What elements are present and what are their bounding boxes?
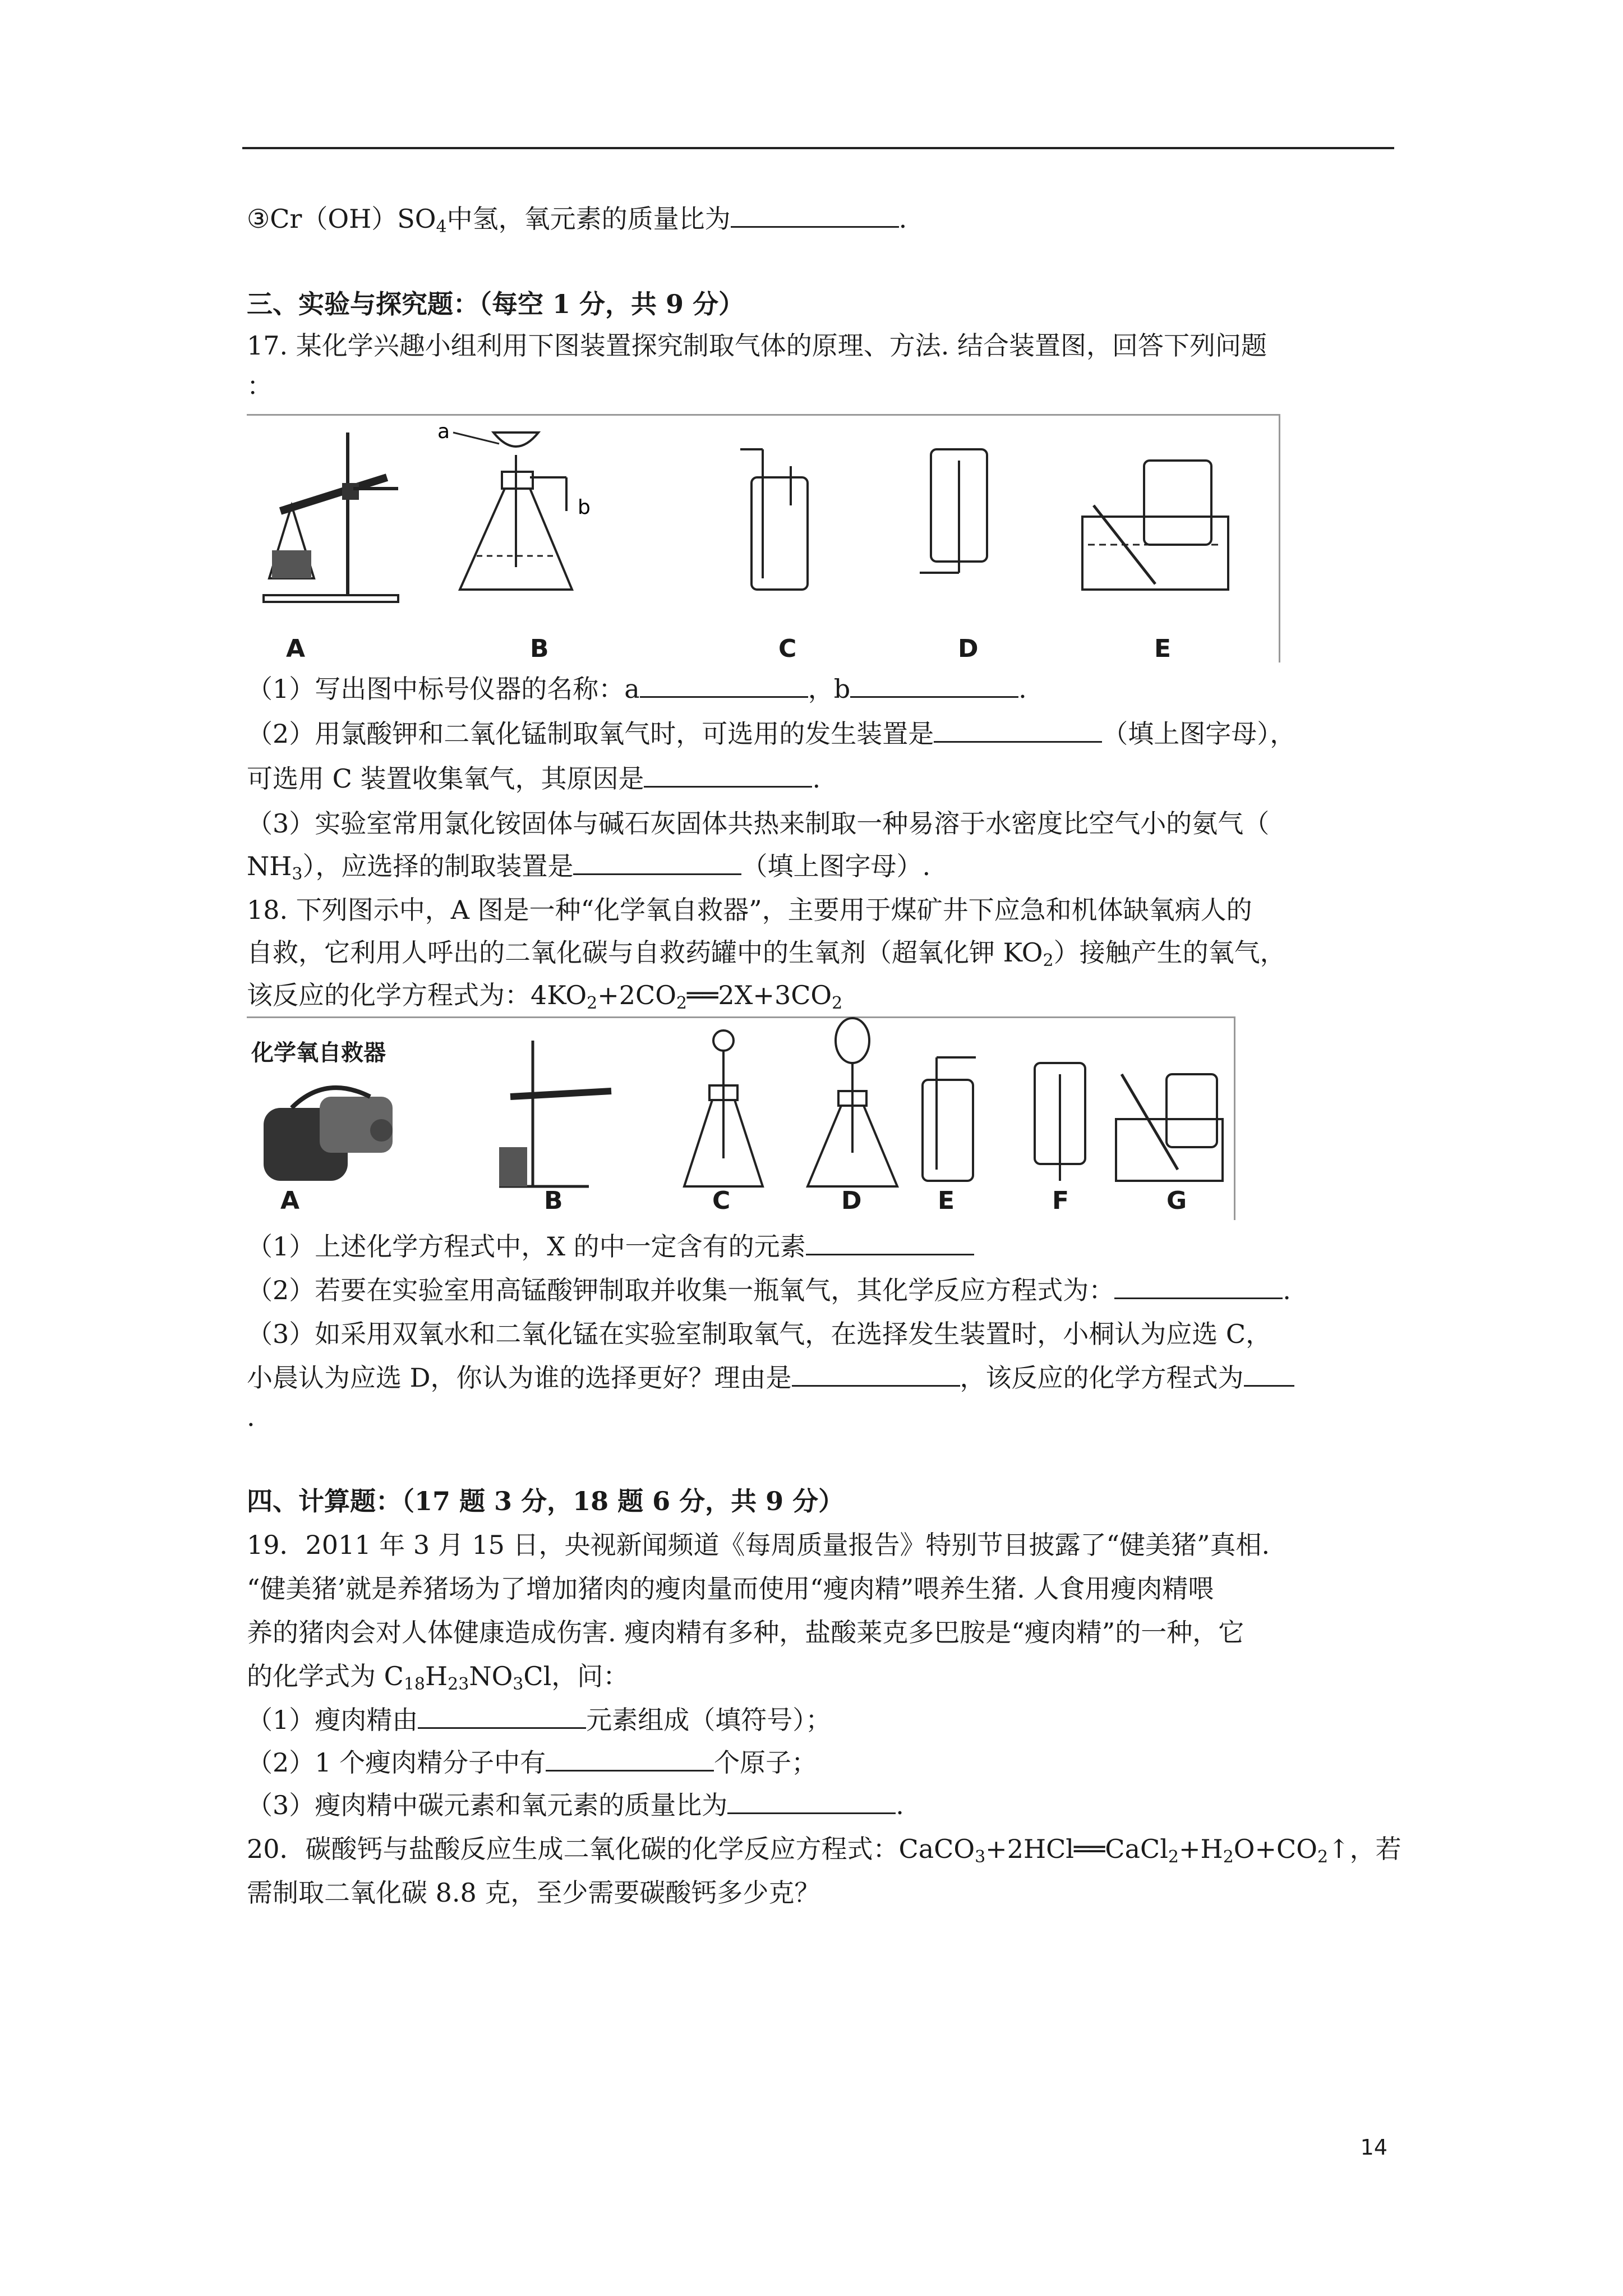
apparatus-c-icon	[673, 1024, 774, 1198]
fig18-label-d: D	[841, 1186, 862, 1215]
section4-title: 四、计算题：（17 题 3 分，18 题 6 分，共 9 分）	[247, 1486, 845, 1516]
apparatus-d-icon	[796, 1018, 909, 1198]
apparatus-d-icon	[920, 438, 998, 595]
fig18-label-c: C	[712, 1186, 731, 1215]
fig18-label-e: E	[938, 1186, 955, 1215]
q17-part1: （1）写出图中标号仪器的名称：a ，b .	[247, 671, 1027, 707]
q19-line4: 的化学式为 $C_{18}H_{23}NO_3Cl$，问：	[247, 1661, 629, 1694]
apparatus-b-icon	[437, 416, 617, 601]
q20-line2: 需制取二氧化碳 8.8 克，至少需要碳酸钙多少克？	[247, 1878, 820, 1908]
apparatus-g-icon	[1110, 1052, 1234, 1198]
q19-part1: （1）瘦肉精由 元素组成（填符号）；	[247, 1702, 831, 1738]
q19-part3: （3）瘦肉精中碳元素和氧元素的质量比为 .	[247, 1787, 904, 1823]
answer-blank[interactable]	[573, 849, 741, 875]
fig18-label-a: A	[280, 1186, 300, 1215]
answer-blank[interactable]	[546, 1745, 714, 1772]
answer-blank[interactable]	[850, 671, 1018, 698]
header-rule	[242, 147, 1394, 149]
answer-blank[interactable]	[418, 1703, 586, 1729]
q19-line3: 养的猪肉会对人体健康造成伤害. 瘦肉精有多种，盐酸莱克多巴胺是“瘦肉精”的一种，它	[247, 1617, 1244, 1648]
fig18-label-f: F	[1052, 1186, 1069, 1215]
answer-blank[interactable]	[806, 1229, 974, 1255]
q20-line1: 20．碳酸钙与盐酸反应生成二氧化碳的化学反应方程式：$CaCO_3+2HCl══CaCl_2+H_2O+CO_2↑$，若	[247, 1834, 1401, 1867]
q18-part3: （3）如采用双氧水和二氧化锰在实验室制取氧气，在选择发生装置时，小桐认为应选 C，	[247, 1319, 1272, 1349]
q17-part3-cont: $NH_3$），应选择的制取装置是 （填上图字母）.	[247, 848, 930, 884]
apparatus-c-icon	[740, 438, 819, 595]
q17-part3: （3）实验室常用氯化铵固体与碱石灰固体共热来制取一种易溶于水密度比空气小的氨气（	[247, 808, 1270, 839]
q17-part2-cont: 可选用 C 装置收集氧气，其原因是 .	[247, 761, 820, 797]
section3-title: 三、实验与探究题：（每空 1 分，共 9 分）	[247, 289, 745, 319]
page-number: 14	[1360, 2135, 1387, 2160]
fig17-label-d: D	[958, 634, 979, 663]
apparatus-e-icon	[914, 1052, 981, 1198]
q18-figure	[247, 1016, 1235, 1220]
answer-blank[interactable]	[644, 761, 812, 788]
apparatus-b-icon	[488, 1035, 623, 1198]
tag-a: a	[437, 420, 450, 443]
q17-part2: （2）用氯酸钾和二氧化锰制取氧气时，可选用的发生装置是 （填上图字母），	[247, 716, 1295, 752]
q19-line1: 19．2011 年 3 月 15 日，央视新闻频道《每周质量报告》特别节目披露了“健美猪”真相.	[247, 1530, 1270, 1560]
answer-blank[interactable]	[792, 1360, 960, 1387]
answer-blank[interactable]	[731, 201, 899, 228]
fig18-label-g: G	[1166, 1186, 1187, 1215]
fig17-label-c: C	[778, 634, 797, 663]
answer-blank[interactable]	[640, 671, 808, 698]
q18-equation: 该反应的化学方程式为：$4KO_2+2CO_2══2X+3CO_2$	[247, 980, 843, 1013]
self-rescuer-caption: 化学氧自救器	[251, 1040, 386, 1066]
tag-b: b	[578, 496, 591, 519]
q19-part2: （2）1 个瘦肉精分子中有 个原子；	[247, 1745, 817, 1780]
answer-blank[interactable]	[1244, 1360, 1294, 1387]
q18-stem: 18. 下列图示中，A 图是一种“化学氧自救器”，主要用于煤矿井下应急和机体缺氧病人的	[247, 895, 1252, 925]
q18-stem-cont: 自救，它利用人呼出的二氧化碳与自救药罐中的生氧剂（超氧化钾 $KO_2$）接触产生的氧气，	[247, 937, 1286, 970]
q17-figure	[247, 414, 1280, 662]
apparatus-a-icon	[247, 416, 415, 601]
answer-blank[interactable]	[1114, 1273, 1283, 1299]
self-rescuer-icon	[258, 1074, 404, 1186]
q18-part2: （2）若要在实验室用高锰酸钾制取并收集一瓶氧气，其化学反应方程式为： .	[247, 1272, 1291, 1308]
fig17-label-b: B	[530, 634, 549, 663]
apparatus-e-icon	[1077, 449, 1245, 595]
q18-part3-end: .	[247, 1402, 255, 1432]
answer-blank[interactable]	[727, 1788, 896, 1814]
q19-line2: “健美猪’就是养猪场为了增加猪肉的瘦肉量而使用“瘦肉精”喂养生猪. 人食用瘦肉精喂	[247, 1573, 1214, 1604]
q18-part1: （1）上述化学方程式中，X 的中一定含有的元素	[247, 1228, 974, 1264]
answer-blank[interactable]	[934, 716, 1102, 743]
fig17-label-e: E	[1154, 634, 1172, 663]
q17-stem-cont: ：	[247, 371, 273, 401]
q18-part3-cont: 小晨认为应选 D，你认为谁的选择更好？理由是 ，该反应的化学方程式为	[247, 1360, 1294, 1396]
q16-part3: $③Cr(OH)SO_4$中氢，氧元素的质量比为 .	[247, 201, 907, 237]
fig18-label-b: B	[544, 1186, 563, 1215]
apparatus-f-icon	[1026, 1052, 1094, 1198]
q17-stem: 17. 某化学兴趣小组利用下图装置探究制取气体的原理、方法. 结合装置图，回答下列问题	[247, 330, 1267, 361]
fig17-label-a: A	[286, 634, 306, 663]
